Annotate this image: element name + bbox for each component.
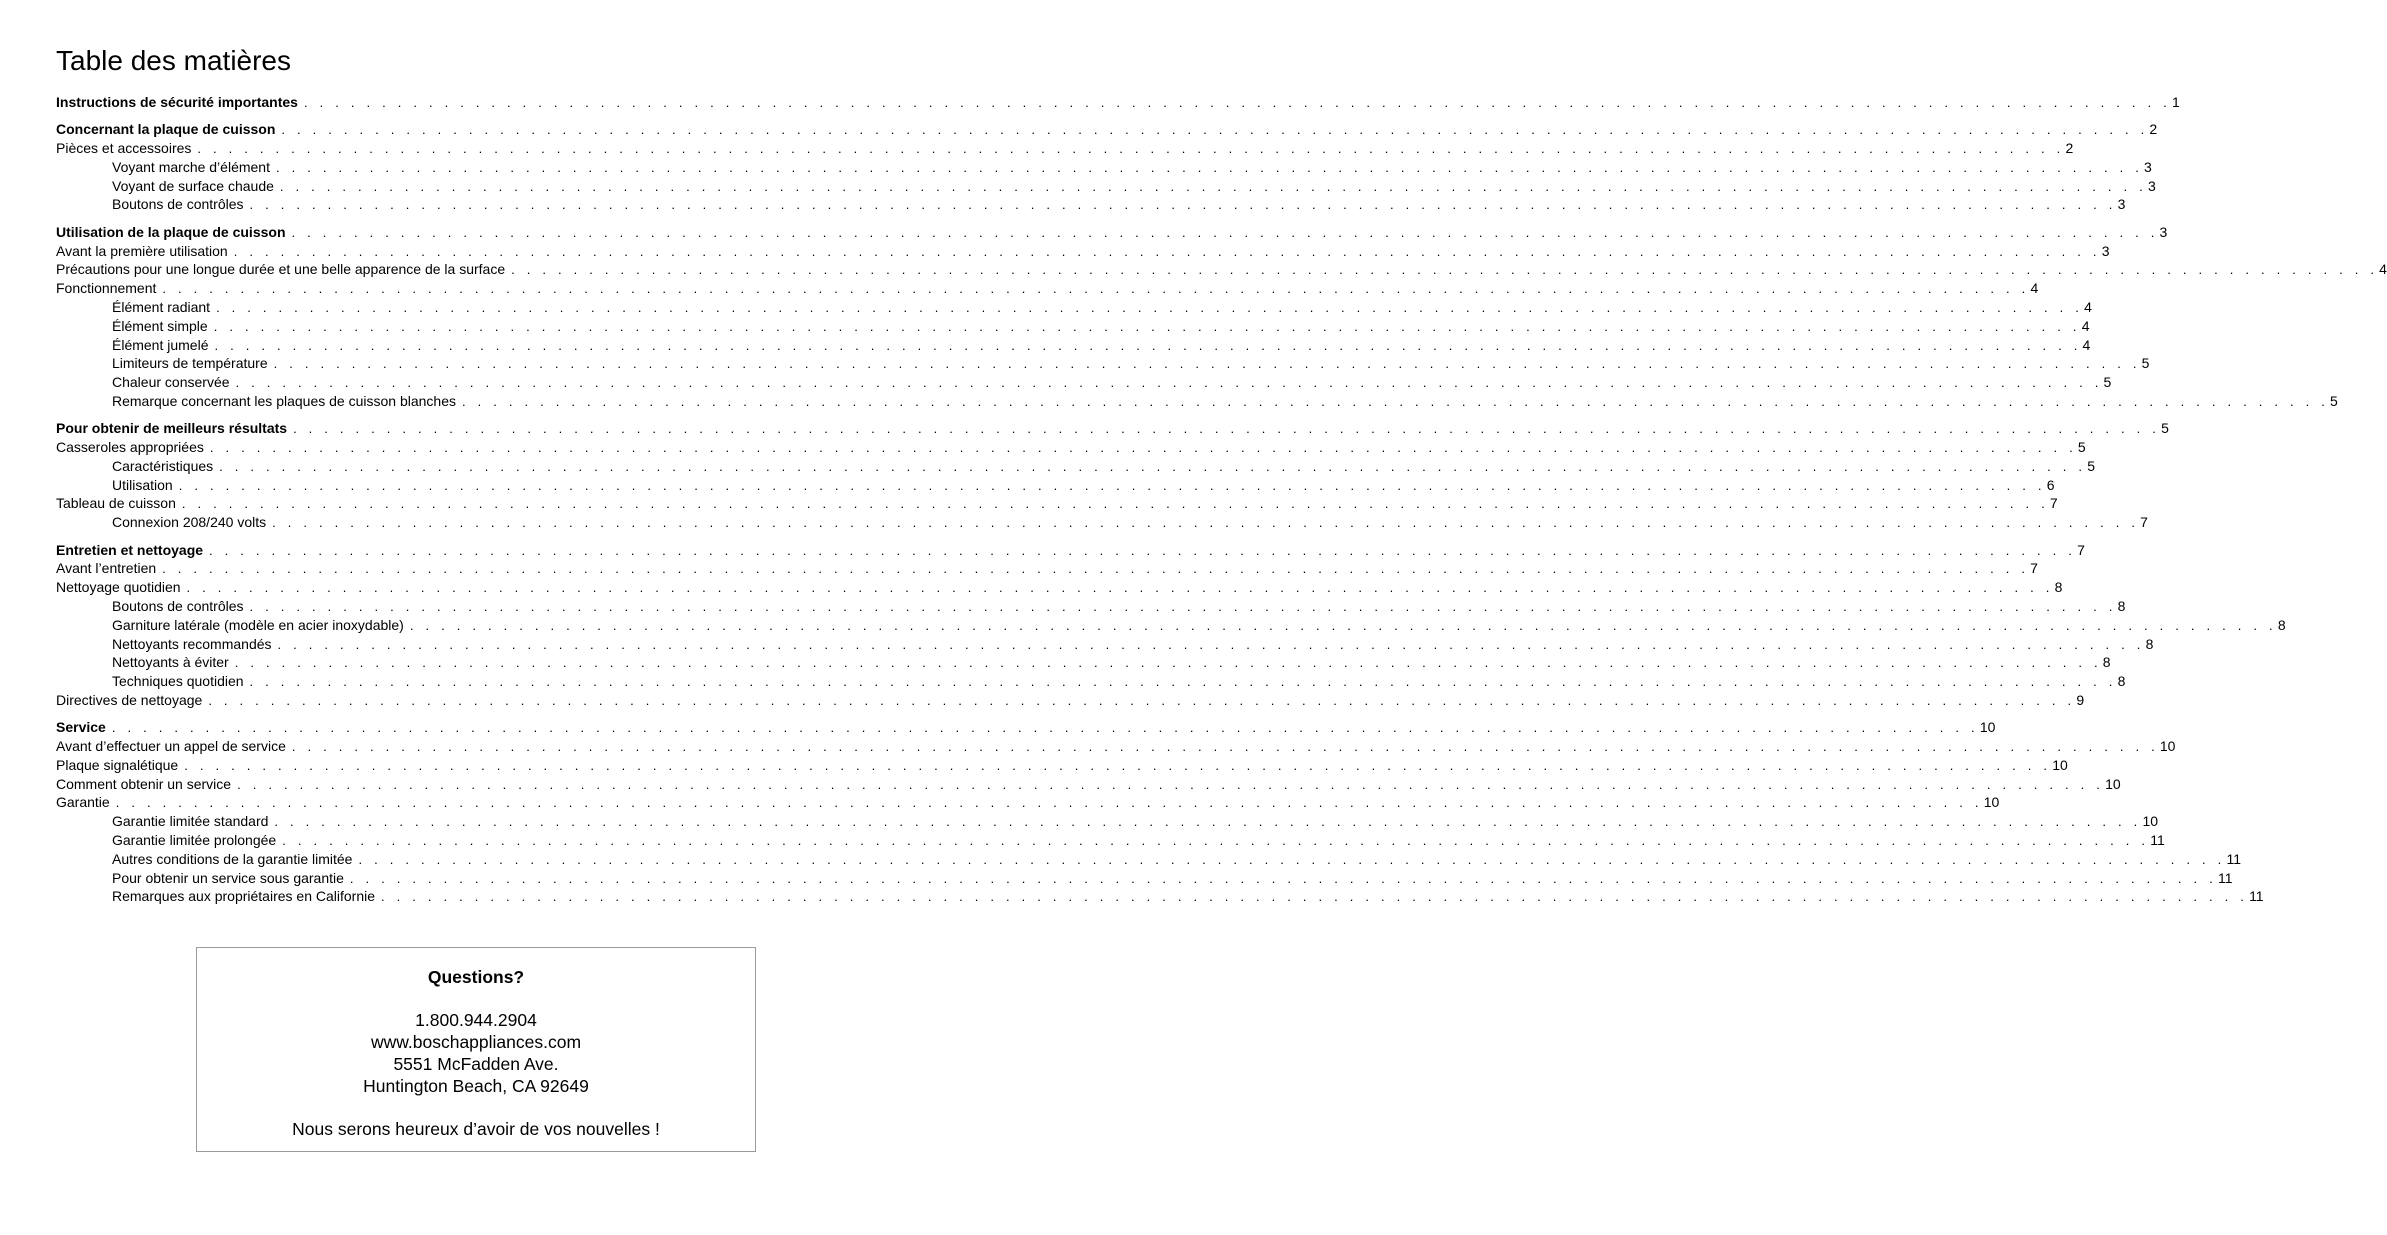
- contact-box: [196, 947, 756, 1152]
- toc-dot-leader: . . . . . . . . . . . . . . . . . . . . . . . . . . . . . . . . . . . . . . . . . . . . . . . . . . . . . . . . . . . . . . . . . . . . . . . . . . . . . . . . . . . . . . . . . . . . . . . . . . . . . . . . . . . . . . . . . . . . . . . .: [219, 458, 2087, 474]
- contact-closing: Nous serons heureux d’avoir de vos nouvelles !: [292, 1119, 660, 1139]
- toc-page-number: 4: [2379, 261, 2387, 278]
- toc-dot-leader: . . . . . . . . . . . . . . . . . . . . . . . . . . . . . . . . . . . . . . . . . . . . . . . . . . . . . . . . . . . . . . . . . . . . . . . . . . . . . . . . . . . . . . . . . . . . . . . . . . . . . . . . . . . . . . . . . . . . . . . .: [111, 720, 1979, 736]
- toc-entry-row: [56, 635, 2154, 654]
- toc-entry-label: Élément radiant: [112, 298, 211, 315]
- toc-dot-leader: . . . . . . . . . . . . . . . . . . . . . . . . . . . . . . . . . . . . . . . . . . . . . . . . . . . . . . . . . . . . . . . . . . . . . . . . . . . . . . . . . . . . . . . . . . . . . . . . . . . . . . . . . . . . . . . . . . . . . . . .: [275, 159, 2144, 175]
- toc-page-number: 5: [2087, 457, 2095, 474]
- toc-page-number: 10: [1979, 719, 1996, 736]
- toc-entry-label: Pour obtenir un service sous garantie: [112, 869, 344, 886]
- toc-entry-label: Instructions de sécurité importantes: [56, 94, 298, 110]
- toc-dot-leader: . . . . . . . . . . . . . . . . . . . . . . . . . . . . . . . . . . . . . . . . . . . . . . . . . . . . . . . . . . . . . . . . . . . . . . . . . . . . . . . . . . . . . . . . . . . . . . . . . . . . . . . . . . . . . . . . . . . . . . . .: [249, 197, 2117, 213]
- toc-entry-label: Techniques quotidien: [112, 673, 244, 690]
- toc-dot-leader: . . . . . . . . . . . . . . . . . . . . . . . . . . . . . . . . . . . . . . . . . . . . . . . . . . . . . . . . . . . . . . . . . . . . . . . . . . . . . . . . . . . . . . . . . . . . . . . . . . . . . . . . . . . . . . . . . . . . . . . .: [209, 440, 2077, 456]
- toc-heading-row: [56, 419, 2169, 438]
- toc-entry-label: Avant l’entretien: [56, 560, 157, 577]
- toc-section: [56, 223, 2387, 411]
- toc-heading-row: [56, 93, 2180, 112]
- toc-dot-leader: . . . . . . . . . . . . . . . . . . . . . . . . . . . . . . . . . . . . . . . . . . . . . . . . . . . . . . . . . . . . . . . . . . . . . . . . . . . . . . . . . . . . . . . . . . . . . . . . . . . . . . . . . . . . . . . . . . . . . . . .: [279, 178, 2147, 194]
- contact-address-line1: 5551 McFadden Ave.: [393, 1054, 559, 1074]
- toc-page-number: 10: [2142, 813, 2159, 830]
- toc-page-number: 3: [2117, 196, 2126, 213]
- toc-entry-label: Voyant de surface chaude: [112, 177, 274, 194]
- toc-page-number: 11: [2217, 869, 2233, 886]
- toc-dot-leader: . . . . . . . . . . . . . . . . . . . . . . . . . . . . . . . . . . . . . . . . . . . . . . . . . . . . . . . . . . . . . . . . . . . . . . . . . . . . . . . . . . . . . . . . . . . . . . . . . . . . . . . . . . . . . . . . . . . . . . . .: [115, 795, 1983, 811]
- toc-entry-row: [56, 279, 2039, 298]
- toc-entry-label: Avant la première utilisation: [56, 242, 228, 259]
- toc-entry-label: Nettoyants à éviter: [112, 654, 229, 671]
- toc-page-number: 8: [2117, 673, 2126, 690]
- toc-entry-row: [56, 737, 2176, 756]
- toc-page-number: 10: [2052, 756, 2068, 773]
- toc-entry-row: [56, 177, 2156, 196]
- toc-heading-row: [56, 120, 2158, 139]
- toc-page-number: 5: [2141, 355, 2150, 372]
- toc-section: [56, 419, 2169, 532]
- toc-page-number: 4: [2081, 317, 2090, 334]
- toc-page-number: 6: [2046, 476, 2055, 493]
- toc-dot-leader: . . . . . . . . . . . . . . . . . . . . . . . . . . . . . . . . . . . . . . . . . . . . . . . . . . . . . . . . . . . . . . . . . . . . . . . . . . . . . . . . . . . . . . . . . . . . . . . . . . . . . . . . . . . . . . . . . . . . . . . .: [209, 542, 2077, 558]
- toc-page-number: 8: [2145, 635, 2154, 652]
- toc-dot-leader: . . . . . . . . . . . . . . . . . . . . . . . . . . . . . . . . . . . . . . . . . . . . . . . . . . . . . . . . . . . . . . . . . . . . . . . . . . . . . . . . . . . . . . . . . . . . . . . . . . . . . . . . . . . . . . . . . . . . . . . .: [291, 739, 2159, 754]
- toc-dot-leader: . . . . . . . . . . . . . . . . . . . . . . . . . . . . . . . . . . . . . . . . . . . . . . . . . . . . . . . . . . . . . . . . . . . . . . . . . . . . . . . . . . . . . . . . . . . . . . . . . . . . . . . . . . . . . . . . . . . . . . . .: [291, 224, 2159, 240]
- toc-page-number: 7: [2030, 560, 2038, 577]
- toc-section: [56, 120, 2158, 214]
- toc-page-number: 11: [2249, 888, 2264, 905]
- contact-heading: Questions?: [427, 967, 525, 987]
- toc-entry-label: Connexion 208/240 volts: [112, 514, 267, 531]
- toc-page-number: 5: [2077, 439, 2086, 456]
- page-title: Table des matières: [56, 45, 292, 76]
- contact-website: www.boschappliances.com: [370, 1032, 582, 1052]
- toc-page-number: 11: [2150, 831, 2165, 848]
- toc-entry-label: Chaleur conservée: [112, 374, 230, 391]
- toc-heading-row: [56, 541, 2085, 560]
- toc-entry-row: [56, 616, 2286, 635]
- toc-dot-leader: . . . . . . . . . . . . . . . . . . . . . . . . . . . . . . . . . . . . . . . . . . . . . . . . . . . . . . . . . . . . . . . . . . . . . . . . . . . . . . . . . . . . . . . . . . . . . . . . . . . . . . . . . . . . . . . . . . . . . . . .: [197, 141, 2065, 157]
- toc-dot-leader: . . . . . . . . . . . . . . . . . . . . . . . . . . . . . . . . . . . . . . . . . . . . . . . . . . . . . . . . . . . . . . . . . . . . . . . . . . . . . . . . . . . . . . . . . . . . . . . . . . . . . . . . . . . . . . . . . . . . . . . .: [381, 889, 2249, 905]
- toc-entry-row: [56, 672, 2126, 691]
- toc-entry-row: [56, 476, 2055, 495]
- toc-entry-label: Caractéristiques: [112, 457, 214, 474]
- toc-entry-label: Concernant la plaque de cuisson: [56, 121, 276, 138]
- toc-entry-row: [56, 494, 2058, 513]
- toc-entry-label: Remarques aux propriétaires en Californie: [112, 888, 376, 905]
- toc-page-number: 10: [2105, 775, 2121, 792]
- toc-dot-leader: . . . . . . . . . . . . . . . . . . . . . . . . . . . . . . . . . . . . . . . . . . . . . . . . . . . . . . . . . . . . . . . . . . . . . . . . . . . . . . . . . . . . . . . . . . . . . . . . . . . . . . . . . . . . . . . . . . . . . . . .: [216, 299, 2084, 315]
- toc-entry-row: [56, 793, 2000, 812]
- toc-entry-row: [56, 242, 2110, 261]
- toc-entry-row: [56, 887, 2264, 906]
- toc-entry-row: [56, 392, 2338, 411]
- toc-section: [56, 93, 2180, 112]
- toc-entry-row: [56, 812, 2159, 831]
- toc-entry-row: [56, 457, 2095, 476]
- toc-entry-label: Avant d’effectuer un appel de service: [56, 738, 286, 754]
- toc-dot-leader: . . . . . . . . . . . . . . . . . . . . . . . . . . . . . . . . . . . . . . . . . . . . . . . . . . . . . . . . . . . . . . . . . . . . . . . . . . . . . . . . . . . . . . . . . . . . . . . . . . . . . . . . . . . . . . . . . . . . . . . .: [409, 617, 2277, 633]
- toc-entry-label: Fonctionnement: [56, 280, 157, 297]
- toc-entry-row: [56, 158, 2152, 177]
- toc-page-number: 8: [2277, 616, 2286, 633]
- toc-entry-row: [56, 869, 2233, 888]
- toc-entry-label: Pièces et accessoires: [56, 140, 192, 157]
- toc-entry-row: [56, 298, 2092, 317]
- toc-page-number: 1: [2171, 94, 2180, 110]
- toc-entry-row: [56, 317, 2090, 336]
- toc-page-number: 7: [2049, 495, 2058, 512]
- toc-entry-label: Tableau de cuisson: [56, 495, 176, 512]
- toc-section: [56, 541, 2286, 710]
- toc-entry-row: [56, 831, 2165, 850]
- toc-entry-label: Limiteurs de température: [112, 355, 268, 372]
- toc-entry-label: Élément jumelé: [112, 336, 209, 353]
- toc-page-number: 3: [2147, 177, 2156, 194]
- toc-entry-label: Garniture latérale (modèle en acier inoxydable): [112, 616, 404, 633]
- toc-page-number: 11: [2226, 850, 2242, 867]
- toc-page-number: 9: [2076, 691, 2085, 708]
- toc-dot-leader: . . . . . . . . . . . . . . . . . . . . . . . . . . . . . . . . . . . . . . . . . . . . . . . . . . . . . . . . . . . . . . . . . . . . . . . . . . . . . . . . . . . . . . . . . . . . . . . . . . . . . . . . . . . . . . . . . . . . . . . .: [281, 122, 2149, 138]
- toc-page-number: 5: [2330, 392, 2338, 409]
- toc-entry-row: [56, 850, 2242, 869]
- toc-entry-row: [56, 260, 2387, 279]
- toc-entry-label: Service: [56, 719, 106, 736]
- toc-page-number: 2: [2149, 121, 2158, 138]
- toc-entry-label: Comment obtenir un service: [56, 775, 232, 792]
- toc-dot-leader: . . . . . . . . . . . . . . . . . . . . . . . . . . . . . . . . . . . . . . . . . . . . . . . . . . . . . . . . . . . . . . . . . . . . . . . . . . . . . . . . . . . . . . . . . . . . . . . . . . . . . . . . . . . . . . . . . . . . . . . .: [235, 375, 2103, 391]
- toc-dot-leader: . . . . . . . . . . . . . . . . . . . . . . . . . . . . . . . . . . . . . . . . . . . . . . . . . . . . . . . . . . . . . . . . . . . . . . . . . . . . . . . . . . . . . . . . . . . . . . . . . . . . . . . . . . . . . . . . . . . . . . . .: [214, 337, 2082, 353]
- toc-entry-label: Boutons de contrôles: [112, 196, 244, 213]
- toc-entry-label: Voyant marche d’élément: [112, 158, 270, 175]
- toc-dot-leader: . . . . . . . . . . . . . . . . . . . . . . . . . . . . . . . . . . . . . . . . . . . . . . . . . . . . . . . . . . . . . . . . . . . . . . . . . . . . . . . . . . . . . . . . . . . . . . . . . . . . . . . . . . . . . . . . . . . . . . . .: [233, 243, 2101, 259]
- toc-entry-row: [56, 597, 2126, 616]
- toc-entry-row: [56, 373, 2112, 392]
- toc-dot-leader: . . . . . . . . . . . . . . . . . . . . . . . . . . . . . . . . . . . . . . . . . . . . . . . . . . . . . . . . . . . . . . . . . . . . . . . . . . . . . . . . . . . . . . . . . . . . . . . . . . . . . . . . . . . . . . . . . . . . . . . .: [162, 561, 2030, 577]
- toc-entry-label: Garantie: [56, 794, 110, 811]
- toc-entry-row: [56, 653, 2111, 672]
- toc-entry-label: Casseroles appropriées: [56, 439, 204, 456]
- toc-page-number: 3: [2144, 158, 2152, 175]
- toc-dot-leader: . . . . . . . . . . . . . . . . . . . . . . . . . . . . . . . . . . . . . . . . . . . . . . . . . . . . . . . . . . . . . . . . . . . . . . . . . . . . . . . . . . . . . . . . . . . . . . . . . . . . . . . . . . . . . . . . . . . . . . . .: [462, 393, 2330, 409]
- toc-entry-label: Garantie limitée standard: [112, 813, 269, 830]
- toc-page-number: 4: [2084, 298, 2092, 315]
- toc-entry-row: [56, 139, 2074, 158]
- toc-entry-row: [56, 775, 2121, 794]
- toc-dot-leader: . . . . . . . . . . . . . . . . . . . . . . . . . . . . . . . . . . . . . . . . . . . . . . . . . . . . . . . . . . . . . . . . . . . . . . . . . . . . . . . . . . . . . . . . . . . . . . . . . . . . . . . . . . . . . . . . . . . . . . . .: [358, 851, 2226, 867]
- toc-entry-label: Utilisation: [112, 476, 173, 493]
- contact-phone: 1.800.944.2904: [415, 1010, 537, 1030]
- toc-entry-row: [56, 438, 2086, 457]
- toc-entry-label: Entretien et nettoyage: [56, 541, 204, 558]
- toc-entry-row: [56, 336, 2091, 355]
- toc-dot-leader: . . . . . . . . . . . . . . . . . . . . . . . . . . . . . . . . . . . . . . . . . . . . . . . . . . . . . . . . . . . . . . . . . . . . . . . . . . . . . . . . . . . . . . . . . . . . . . . . . . . . . . . . . . . . . . . . . . . . . . . .: [277, 636, 2145, 652]
- toc-entry-row: [56, 513, 2148, 532]
- toc-dot-leader: . . . . . . . . . . . . . . . . . . . . . . . . . . . . . . . . . . . . . . . . . . . . . . . . . . . . . . . . . . . . . . . . . . . . . . . . . . . . . . . . . . . . . . . . . . . . . . . . . . . . . . . . . . . . . . . . . . . . . . . .: [162, 281, 2030, 297]
- toc-dot-leader: . . . . . . . . . . . . . . . . . . . . . . . . . . . . . . . . . . . . . . . . . . . . . . . . . . . . . . . . . . . . . . . . . . . . . . . . . . . . . . . . . . . . . . . . . . . . . . . . . . . . . . . . . . . . . . . . . . . . . . . .: [272, 515, 2140, 531]
- toc-entry-row: [56, 756, 2068, 775]
- toc-dot-leader: . . . . . . . . . . . . . . . . . . . . . . . . . . . . . . . . . . . . . . . . . . . . . . . . . . . . . . . . . . . . . . . . . . . . . . . . . . . . . . . . . . . . . . . . . . . . . . . . . . . . . . . . . . . . . . . . . . . . . . . .: [237, 776, 2105, 792]
- toc-dot-leader: . . . . . . . . . . . . . . . . . . . . . . . . . . . . . . . . . . . . . . . . . . . . . . . . . . . . . . . . . . . . . . . . . . . . . . . . . . . . . . . . . . . . . . . . . . . . . . . . . . . . . . . . . . . . . . . . . . . . . . . .: [208, 692, 2076, 708]
- toc-dot-leader: . . . . . . . . . . . . . . . . . . . . . . . . . . . . . . . . . . . . . . . . . . . . . . . . . . . . . . . . . . . . . . . . . . . . . . . . . . . . . . . . . . . . . . . . . . . . . . . . . . . . . . . . . . . . . . . . . . . . . . . .: [249, 598, 2117, 614]
- toc-dot-leader: . . . . . . . . . . . . . . . . . . . . . . . . . . . . . . . . . . . . . . . . . . . . . . . . . . . . . . . . . . . . . . . . . . . . . . . . . . . . . . . . . . . . . . . . . . . . . . . . . . . . . . . . . . . . . . . . . . . . . . . .: [213, 318, 2081, 334]
- toc-dot-leader: . . . . . . . . . . . . . . . . . . . . . . . . . . . . . . . . . . . . . . . . . . . . . . . . . . . . . . . . . . . . . . . . . . . . . . . . . . . . . . . . . . . . . . . . . . . . . . . . . . . . . . . . . . . . . . . . . . . . . . . .: [273, 356, 2141, 372]
- toc-heading-row: [56, 223, 2168, 242]
- toc-entry-label: Précautions pour une longue durée et une belle apparence de la surface: [56, 261, 506, 278]
- toc-entry-row: [56, 354, 2150, 373]
- toc-section: [56, 718, 2264, 906]
- toc-page-number: 10: [2159, 738, 2176, 754]
- toc-page-number: 8: [2054, 579, 2063, 596]
- toc-heading-row: [56, 718, 1996, 737]
- toc-entry-label: Plaque signalétique: [56, 756, 179, 773]
- toc-dot-leader: . . . . . . . . . . . . . . . . . . . . . . . . . . . . . . . . . . . . . . . . . . . . . . . . . . . . . . . . . . . . . . . . . . . . . . . . . . . . . . . . . . . . . . . . . . . . . . . . . . . . . . . . . . . . . . . . . . . . . . . .: [181, 496, 2049, 512]
- toc-entry-label: Pour obtenir de meilleurs résultats: [56, 420, 288, 437]
- toc-dot-leader: . . . . . . . . . . . . . . . . . . . . . . . . . . . . . . . . . . . . . . . . . . . . . . . . . . . . . . . . . . . . . . . . . . . . . . . . . . . . . . . . . . . . . . . . . . . . . . . . . . . . . . . . . . . . . . . . . . . . . . . .: [186, 580, 2054, 596]
- toc-entry-label: Remarque concernant les plaques de cuisson blanches: [112, 392, 456, 409]
- toc-entry-label: Nettoyants recommandés: [112, 635, 272, 652]
- toc-page-number: 4: [2082, 336, 2091, 353]
- table-of-contents: [56, 93, 2387, 915]
- toc-entry-row: [56, 195, 2126, 214]
- toc-page-number: 2: [2065, 140, 2074, 157]
- toc-dot-leader: . . . . . . . . . . . . . . . . . . . . . . . . . . . . . . . . . . . . . . . . . . . . . . . . . . . . . . . . . . . . . . . . . . . . . . . . . . . . . . . . . . . . . . . . . . . . . . . . . . . . . . . . . . . . . . . . . . . . . . . .: [249, 674, 2117, 690]
- toc-page-number: 8: [2117, 597, 2126, 614]
- toc-page-number: 5: [2161, 420, 2169, 437]
- toc-page-number: 7: [2140, 514, 2148, 531]
- toc-page-number: 3: [2159, 223, 2168, 240]
- toc-entry-row: [56, 691, 2085, 710]
- toc-dot-leader: . . . . . . . . . . . . . . . . . . . . . . . . . . . . . . . . . . . . . . . . . . . . . . . . . . . . . . . . . . . . . . . . . . . . . . . . . . . . . . . . . . . . . . . . . . . . . . . . . . . . . . . . . . . . . . . . . . . . . . . .: [178, 477, 2046, 493]
- contact-address-line2: Huntington Beach, CA 92649: [363, 1076, 589, 1096]
- toc-dot-leader: . . . . . . . . . . . . . . . . . . . . . . . . . . . . . . . . . . . . . . . . . . . . . . . . . . . . . . . . . . . . . . . . . . . . . . . . . . . . . . . . . . . . . . . . . . . . . . . . . . . . . . . . . . . . . . . . . . . . . . . .: [274, 814, 2142, 830]
- toc-entry-label: Utilisation de la plaque de cuisson: [56, 223, 286, 240]
- toc-entry-label: Garantie limitée prolongée: [112, 831, 277, 848]
- toc-page-number: 3: [2101, 242, 2110, 259]
- toc-dot-leader: . . . . . . . . . . . . . . . . . . . . . . . . . . . . . . . . . . . . . . . . . . . . . . . . . . . . . . . . . . . . . . . . . . . . . . . . . . . . . . . . . . . . . . . . . . . . . . . . . . . . . . . . . . . . . . . . . . . . . . . .: [234, 655, 2102, 671]
- toc-dot-leader: . . . . . . . . . . . . . . . . . . . . . . . . . . . . . . . . . . . . . . . . . . . . . . . . . . . . . . . . . . . . . . . . . . . . . . . . . . . . . . . . . . . . . . . . . . . . . . . . . . . . . . . . . . . . . . . . . . . . . . . .: [349, 870, 2217, 886]
- toc-dot-leader: . . . . . . . . . . . . . . . . . . . . . . . . . . . . . . . . . . . . . . . . . . . . . . . . . . . . . . . . . . . . . . . . . . . . . . . . . . . . . . . . . . . . . . . . . . . . . . . . . . . . . . . . . . . . . . . . . . . . . . . .: [511, 262, 2379, 278]
- toc-entry-row: [56, 578, 2063, 597]
- toc-entry-label: Nettoyage quotidien: [56, 579, 181, 596]
- toc-entry-label: Élément simple: [112, 317, 208, 334]
- toc-page-number: 7: [2077, 541, 2085, 558]
- toc-entry-label: Autres conditions de la garantie limitée: [112, 850, 353, 867]
- toc-page-number: 8: [2102, 654, 2111, 671]
- toc-page-number: 5: [2103, 374, 2112, 391]
- toc-entry-label: Directives de nettoyage: [56, 691, 203, 708]
- toc-entry-row: [56, 559, 2038, 578]
- toc-dot-leader: . . . . . . . . . . . . . . . . . . . . . . . . . . . . . . . . . . . . . . . . . . . . . . . . . . . . . . . . . . . . . . . . . . . . . . . . . . . . . . . . . . . . . . . . . . . . . . . . . . . . . . . . . . . . . . . . . . . . . . . .: [282, 832, 2150, 848]
- toc-dot-leader: . . . . . . . . . . . . . . . . . . . . . . . . . . . . . . . . . . . . . . . . . . . . . . . . . . . . . . . . . . . . . . . . . . . . . . . . . . . . . . . . . . . . . . . . . . . . . . . . . . . . . . . . . . . . . . . . . . . . . . . .: [293, 421, 2161, 437]
- toc-dot-leader: . . . . . . . . . . . . . . . . . . . . . . . . . . . . . . . . . . . . . . . . . . . . . . . . . . . . . . . . . . . . . . . . . . . . . . . . . . . . . . . . . . . . . . . . . . . . . . . . . . . . . . . . . . . . . . . . . . . . . . . .: [184, 757, 2052, 773]
- toc-page-number: 10: [1983, 794, 2000, 811]
- toc-page-number: 4: [2030, 280, 2039, 297]
- toc-entry-label: Boutons de contrôles: [112, 597, 244, 614]
- toc-dot-leader: . . . . . . . . . . . . . . . . . . . . . . . . . . . . . . . . . . . . . . . . . . . . . . . . . . . . . . . . . . . . . . . . . . . . . . . . . . . . . . . . . . . . . . . . . . . . . . . . . . . . . . . . . . . . . . . . . . . . . . . .: [303, 95, 2171, 110]
